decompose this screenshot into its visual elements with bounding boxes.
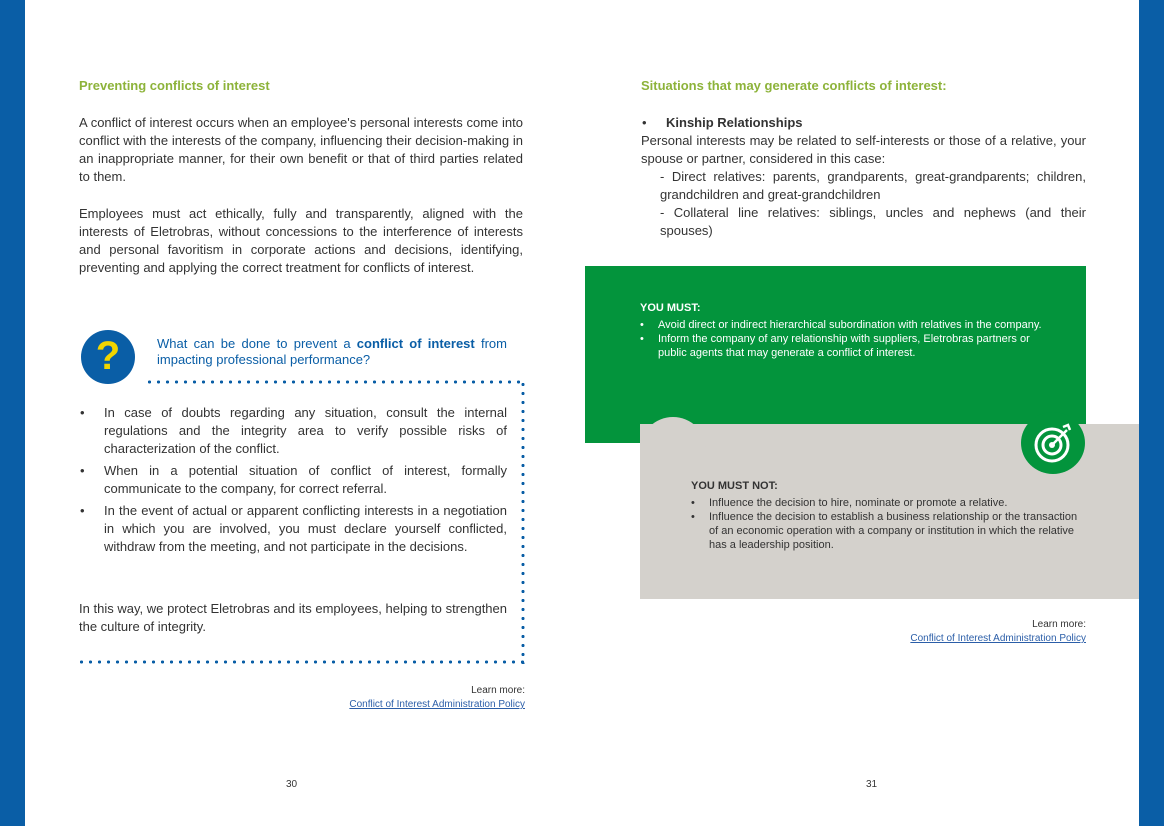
kinship-intro: Personal interests may be related to self-interests or those of a relative, your spouse or partner, considered in this case: [641,133,1086,166]
kinship-item-collateral: - Collateral line relatives: siblings, uncles and nephews (and their spouses) [660,205,1086,238]
you-must-not-title: YOU MUST NOT: [691,480,778,492]
list-item: • Avoid direct or indirect hierarchical subordination with relatives in the company. [638,318,1058,332]
kinship-title: • Kinship Relationships [641,114,1086,132]
dotted-border-top [145,380,525,384]
list-item: • Influence the decision to establish a business relationship or the transaction of an economic operation with a company or institution in which the relative has a leadership position. [689,510,1079,552]
list-item: • When in a potential situation of conflict of interest, formally communicate to the company, for correct referral. [79,462,507,498]
right-blue-edge [1139,0,1164,826]
target-icon [1021,412,1085,474]
right-heading: Situations that may generate conflicts of interest: [641,78,947,93]
learn-more-right [806,618,1086,646]
learn-more-label: Learn more: [471,685,525,696]
learn-more-label: Learn more: [1032,619,1086,630]
right-page [582,0,1139,826]
gray-box-tab [640,417,706,483]
left-page [25,0,582,826]
you-must-not-list [689,496,1079,552]
dotted-border-bottom [77,660,525,664]
you-must-list [638,318,1058,360]
left-heading: Preventing conflicts of interest [79,78,270,93]
list-item: • Influence the decision to hire, nominate or promote a relative. [689,496,1079,510]
list-item: • Inform the company of any relationship with suppliers, Eletrobras partners or public agents that may generate a conflict of interest. [638,332,1058,360]
intro-paragraph: A conflict of interest occurs when an employee's personal interests come into conflict with the interests of the company, influencing their decision-making in an inappropriate manner, for their own benefit or that of third parties related to them. [79,115,523,184]
list-item: • In the event of actual or apparent conflicting interests in a negotiation in which you are involved, you must declare yourself conflicted, withdraw from the meeting, and not participate in the decisions. [79,502,507,556]
ethics-paragraph: Employees must act ethically, fully and transparently, aligned with the interests of Eletrobras, without concessions to the interference of interests and personal favoritism in corporate actions and decisions, identifying, preventing and applying the correct treatment for conflicts of interest. [79,206,523,275]
dotted-border-right [521,380,525,664]
callout-question-bold: conflict of interest [356,336,475,351]
question-mark-icon: ? [81,330,135,384]
kinship-section [641,114,1086,240]
closing-paragraph: In this way, we protect Eletrobras and its employees, helping to strengthen the culture of integrity. [79,601,507,634]
callout-question: What can be done to prevent a conflict of interest from impacting professional performance? [157,336,507,367]
callout-bullet-list [79,404,507,560]
kinship-item-direct: - Direct relatives: parents, grandparents, great-grandparents; children, grandchildren and great-grandchildren [660,169,1086,202]
page-number: 30 [286,779,298,790]
you-must-title: YOU MUST: [640,302,701,314]
list-item: • In case of doubts regarding any situation, consult the internal regulations and the integrity area to verify possible risks of characterization of the conflict. [79,404,507,458]
learn-more-left [245,684,525,712]
policy-link[interactable]: Conflict of Interest Administration Policy [349,699,525,710]
policy-link[interactable]: Conflict of Interest Administration Policy [910,633,1086,644]
left-blue-edge [0,0,25,826]
page-number: 31 [866,779,878,790]
